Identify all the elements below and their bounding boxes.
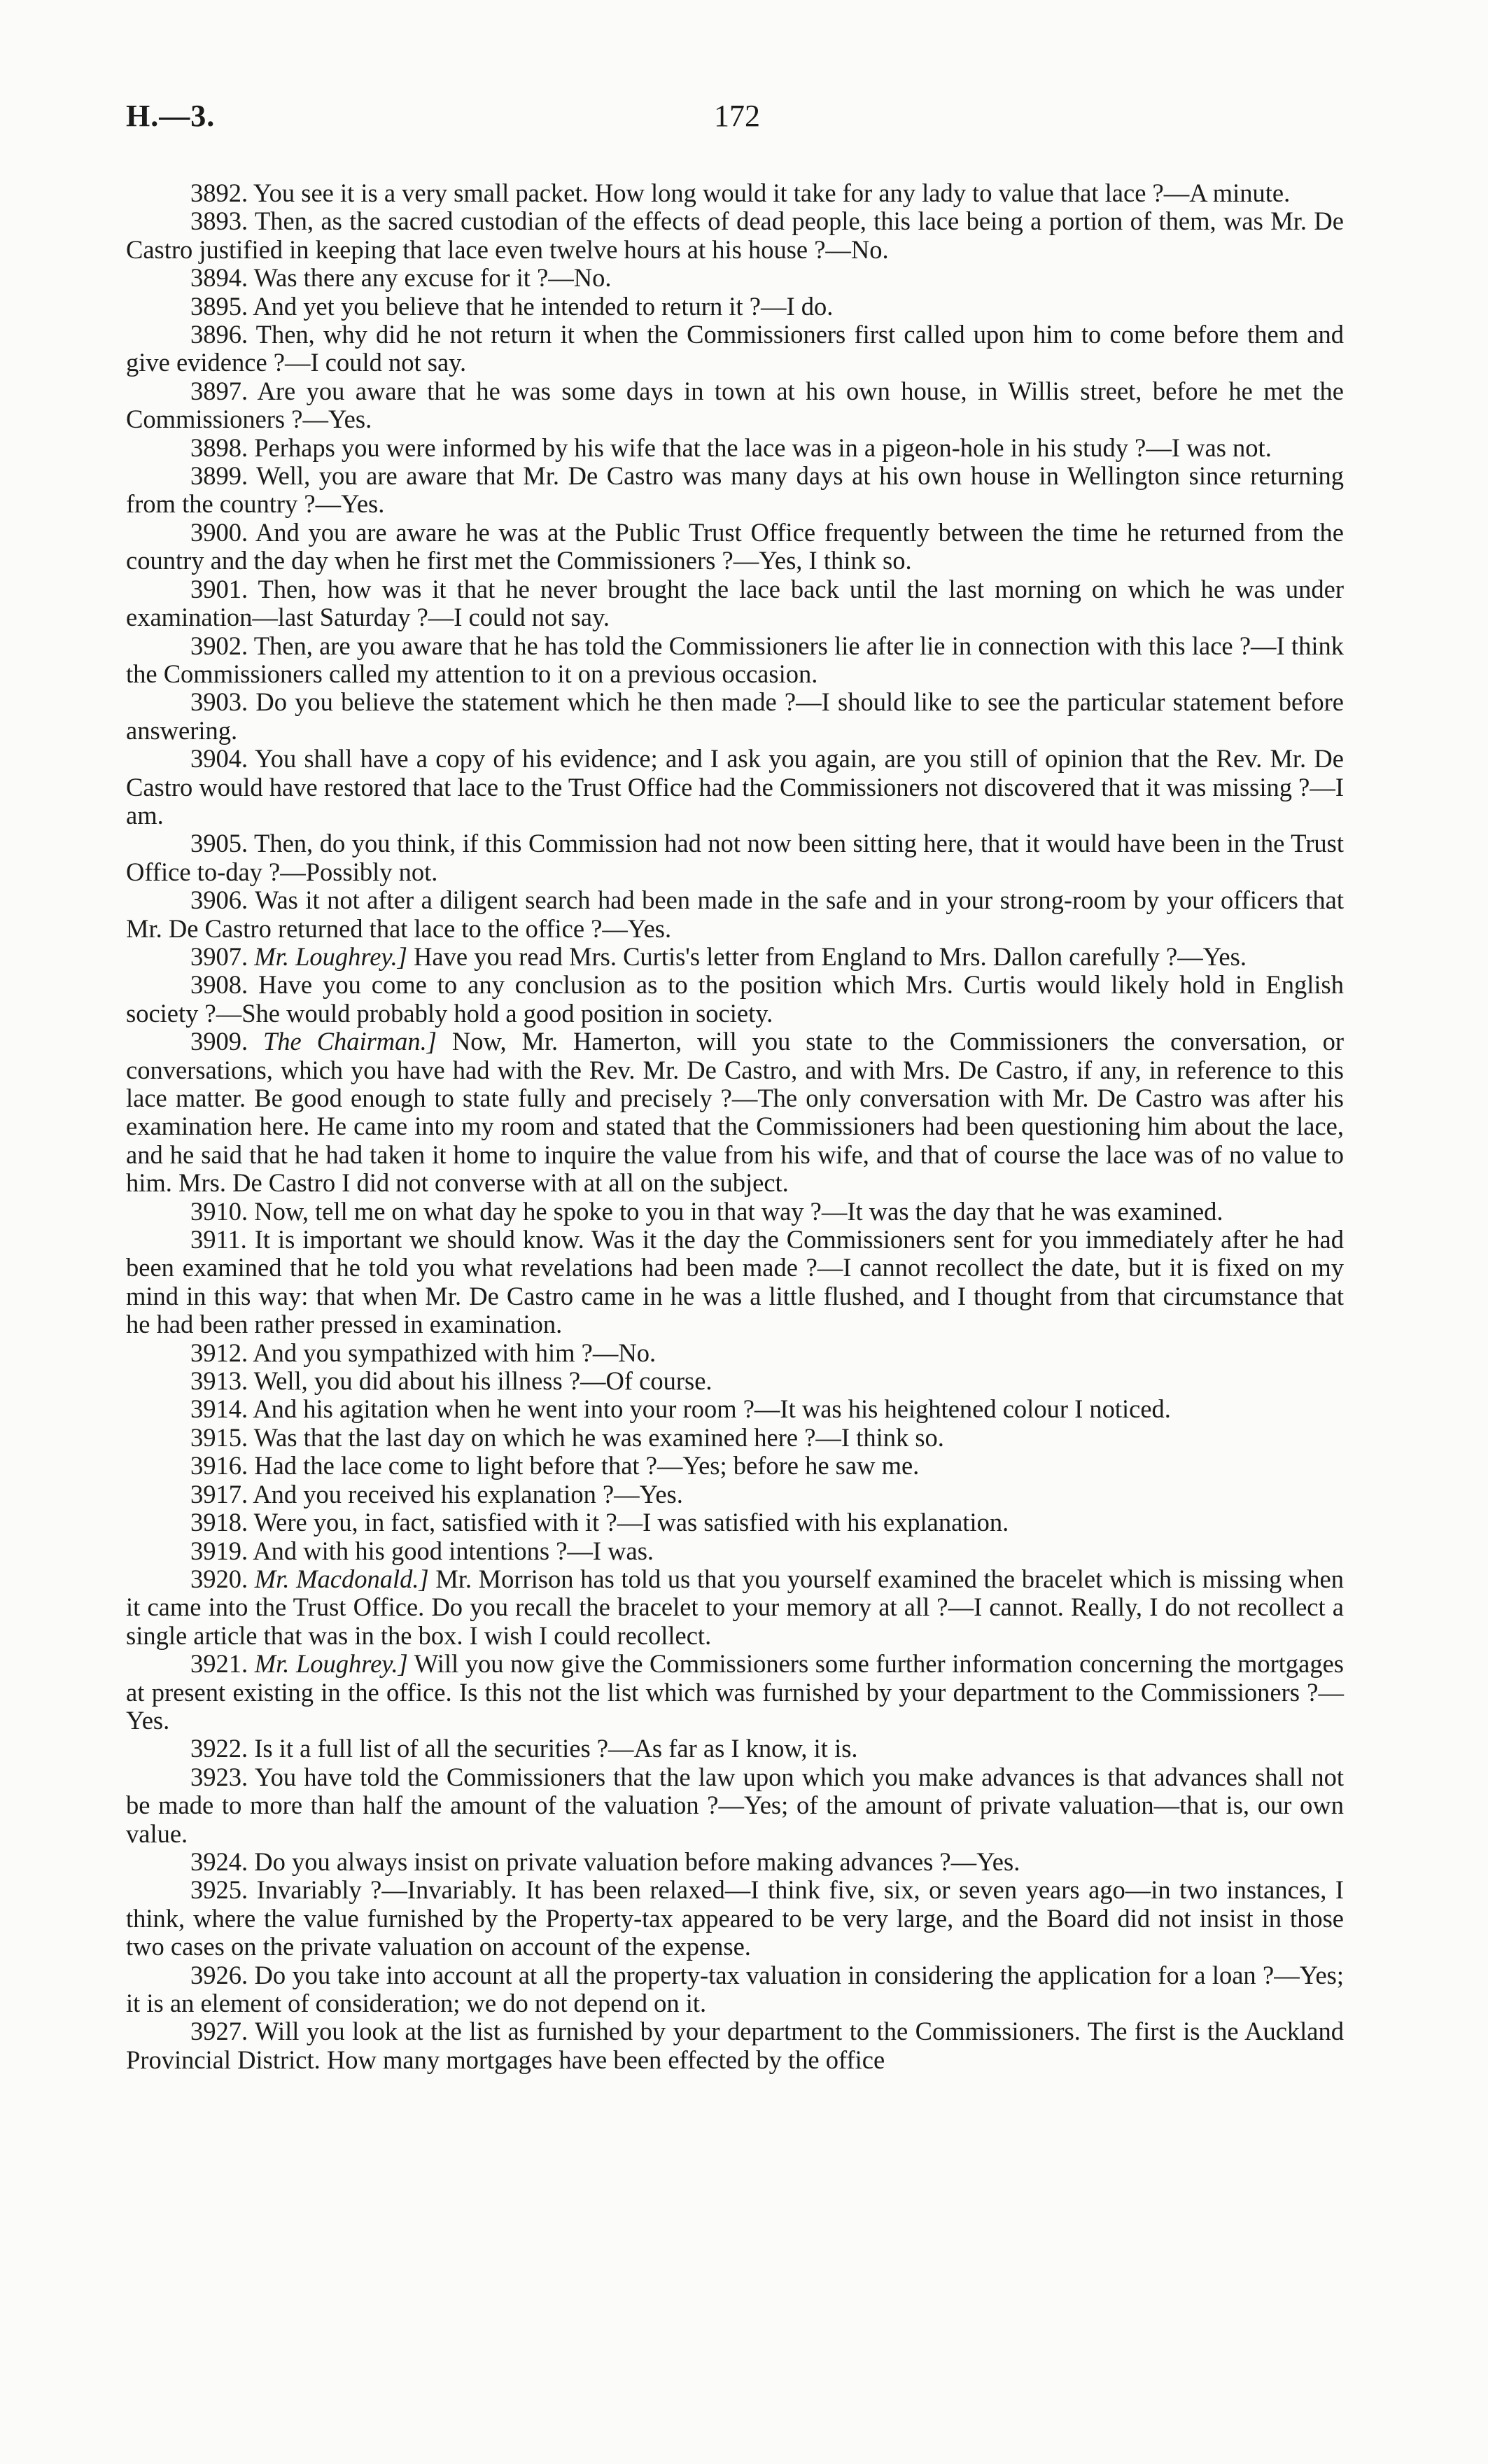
question-number: 3894. [190, 263, 248, 293]
question-text: Have you come to any conclusion as to the position which Mrs. Curtis would likely hold in English society ?—She would probably hold a good position in society. [126, 970, 1345, 1028]
question-paragraph [126, 745, 1344, 830]
question-paragraph [126, 886, 1344, 943]
question-text: Then, do you think, if this Commission had not now been sitting here, that it would have been in the Trust Office to-day ?—Possibly not. [126, 829, 1345, 886]
question-paragraph [126, 377, 1344, 434]
question-text: Was there any excuse for it ?—No. [253, 263, 612, 293]
question-number: 3901. [190, 574, 248, 603]
question-text: Do you take into account at all the property-tax valuation in considering the application for a loan ?—Yes; it is an element of consideration; we do not depend on it. [126, 1960, 1345, 2017]
question-paragraph [126, 179, 1344, 207]
question-number: 3904. [190, 744, 248, 774]
question-text: Now, tell me on what day he spoke to you in that way ?—It was the day that he was examined. [254, 1196, 1223, 1226]
question-text: Were you, in fact, satisfied with it ?—I was satisfied with his explanation. [253, 1508, 1009, 1537]
question-text: You have told the Commissioners that the law upon which you make advances is that advances shall not be made to more than half the amount of the valuation ?—Yes; of the amount of private valuation—that is, our own value. [126, 1762, 1344, 1848]
question-number: 3905. [190, 829, 248, 858]
question-number: 3926. [190, 1960, 248, 1989]
question-text: Then, why did he not return it when the Commissioners first called upon him to come before them and give evidence ?—I could not say. [126, 320, 1344, 377]
question-paragraph [126, 1961, 1344, 2018]
speaker-name: The Chairman.] [263, 1027, 437, 1056]
question-number: 3909. [190, 1027, 248, 1056]
question-number: 3903. [190, 687, 248, 717]
question-text: Are you aware that he was some days in town at his own house, in Willis street, before he met the Commissioners ?—Yes. [126, 376, 1344, 434]
question-number: 3923. [190, 1762, 248, 1791]
question-paragraph [126, 1508, 1344, 1536]
question-paragraph [126, 207, 1344, 264]
question-paragraph [126, 519, 1344, 575]
question-paragraph [126, 1395, 1344, 1423]
question-text: You see it is a very small packet. How long would it take for any lady to value that lace ?—A minute. [253, 178, 1291, 207]
question-paragraph [126, 1565, 1344, 1650]
question-number: 3918. [190, 1508, 248, 1537]
question-text: Now, Mr. Hamerton, will you state to the Commissioners the conversation, or conversations, which you have had with the Rev. Mr. De Castro, and with Mrs. De Castro, if any, in reference to this lace matter. Be good enough to state fully and precisely ?—The only conversation with Mr. De Castro was after his examination here. He came into my room and stated that the Commissioners had been questioning him about the lace, and he said that he had taken it home to inquire the value from his wife, and that of course the lace was of no value to him. Mrs. De Castro I did not converse with at all on the subject. [126, 1027, 1345, 1198]
question-paragraph [126, 830, 1344, 886]
question-paragraph [126, 943, 1344, 971]
question-number: 3899. [190, 461, 248, 491]
question-text: Will you now give the Commissioners some further information concerning the mortgages at present existing in the office. Is this not the list which was furnished by your department to the Commissioners ?—Yes. [126, 1649, 1345, 1735]
question-number: 3896. [190, 320, 248, 349]
page-number: 172 [714, 99, 760, 133]
question-number: 3913. [190, 1366, 248, 1396]
question-number: 3895. [190, 291, 248, 321]
question-number: 3925. [190, 1875, 248, 1905]
question-paragraph [126, 575, 1344, 632]
question-number: 3902. [190, 631, 248, 660]
question-text: Mr. Morrison has told us that you yourself examined the bracelet which is missing when it came into the Trust Office. Do you recall the bracelet to your memory at all ?—I cannot. Really, I do not recollect a single article that was in the box. I wish I could recollect. [126, 1564, 1344, 1650]
evidence-text [126, 179, 1344, 2074]
question-paragraph [126, 1424, 1344, 1452]
question-number: 3908. [190, 970, 248, 1000]
question-number: 3927. [190, 2017, 248, 2046]
question-text: Well, you did about his illness ?—Of course. [253, 1366, 713, 1396]
question-number: 3892. [190, 178, 248, 207]
question-text: And with his good intentions ?—I was. [253, 1536, 654, 1565]
question-paragraph [126, 971, 1344, 1028]
question-text: Then, are you aware that he has told the Commissioners lie after lie in connection with this lace ?—I think the Commissioners called my attention to it on a previous occasion. [126, 631, 1344, 688]
question-number: 3898. [190, 433, 248, 462]
question-number: 3914. [190, 1394, 248, 1424]
question-text: You shall have a copy of his evidence; and I ask you again, are you still of opinion that the Rev. Mr. De Castro would have restored that lace to the Trust Office had the Commissioners not discovered that it was missing ?—I am. [126, 744, 1344, 830]
question-paragraph [126, 293, 1344, 321]
question-paragraph [126, 1848, 1344, 1876]
question-paragraph [126, 1028, 1344, 1197]
question-number: 3924. [190, 1847, 248, 1876]
question-text: It is important we should know. Was it the day the Commissioners sent for you immediately after he had been examined that he told you what revelations had been made ?—I cannot recollect the date, but it is fixed on my mind in this way: that when Mr. De Castro came in he was a little flushed, and I thought from that circumstance that he had been rather pressed in examination. [126, 1225, 1344, 1339]
question-paragraph [126, 1876, 1344, 1961]
question-text: Do you always insist on private valuation before making advances ?—Yes. [254, 1847, 1020, 1876]
question-paragraph [126, 1650, 1344, 1735]
question-paragraph [126, 1452, 1344, 1480]
question-number: 3897. [190, 376, 248, 405]
question-text: Had the lace come to light before that ?—Yes; before he saw me. [254, 1451, 920, 1480]
question-text: And you received his explanation ?—Yes. [253, 1479, 683, 1508]
question-number: 3916. [190, 1451, 248, 1480]
question-text: Perhaps you were informed by his wife that the lace was in a pigeon-hole in his study ?—I was not. [254, 433, 1272, 462]
question-text: Was it not after a diligent search had been made in the safe and in your strong-room by your officers that Mr. De Castro returned that lace to the office ?—Yes. [126, 886, 1344, 943]
question-number: 3920. [190, 1564, 248, 1593]
question-number: 3912. [190, 1338, 248, 1367]
question-text: Then, how was it that he never brought the lace back until the last morning on which he was under examination—last Saturday ?—I could not say. [126, 574, 1345, 632]
question-number: 3921. [190, 1649, 248, 1679]
question-text: Will you look at the list as furnished by your department to the Commissioners. The first is the Auckland Provincial District. How many mortgages have been effected by the office [126, 2017, 1344, 2074]
question-text: Is it a full list of all the securities ?—As far as I know, it is. [254, 1734, 858, 1763]
page-header [126, 98, 1344, 147]
question-number: 3910. [190, 1196, 248, 1226]
question-paragraph [126, 1226, 1344, 1339]
question-paragraph [126, 321, 1344, 377]
question-number: 3907. [190, 941, 248, 971]
question-paragraph [126, 1480, 1344, 1508]
question-text: Was that the last day on which he was examined here ?—I think so. [253, 1422, 944, 1452]
question-number: 3919. [190, 1536, 248, 1565]
question-number: 3922. [190, 1734, 248, 1763]
question-paragraph [126, 1339, 1344, 1367]
speaker-name: Mr. Loughrey.] [254, 1649, 408, 1679]
speaker-name: Mr. Macdonald.] [254, 1564, 429, 1593]
question-number: 3906. [190, 886, 248, 915]
question-number: 3915. [190, 1422, 248, 1452]
question-text: And yet you believe that he intended to return it ?—I do. [253, 291, 834, 321]
question-paragraph [126, 1537, 1344, 1565]
question-number: 3911. [190, 1225, 247, 1254]
question-text: And his agitation when he went into your room ?—It was his heightened colour I noticed. [253, 1394, 1171, 1424]
question-text: Well, you are aware that Mr. De Castro was many days at his own house in Wellington since returning from the country ?—Yes. [126, 461, 1345, 519]
question-paragraph [126, 632, 1344, 689]
question-paragraph [126, 2017, 1344, 2074]
question-number: 3900. [190, 517, 248, 547]
question-paragraph [126, 1763, 1344, 1848]
question-paragraph [126, 1367, 1344, 1395]
question-text: Then, as the sacred custodian of the effects of dead people, this lace being a portion of them, was Mr. De Castro justified in keeping that lace even twelve hours at his house ?—No. [126, 206, 1344, 264]
question-paragraph [126, 1735, 1344, 1763]
question-number: 3917. [190, 1479, 248, 1508]
speaker-name: Mr. Loughrey.] [254, 941, 407, 971]
question-text: And you are aware he was at the Public Trust Office frequently between the time he returned from the country and the day when he first met the Commissioners ?—Yes, I think so. [126, 517, 1344, 575]
question-paragraph [126, 264, 1344, 292]
question-text: Invariably ?—Invariably. It has been relaxed—I think five, six, or seven years ago—in two instances, I think, where the value furnished by the Property-tax appeared to be very large, and the Board did not insist in those two cases on the private valuation on account of the expense. [126, 1875, 1344, 1961]
question-paragraph [126, 1198, 1344, 1226]
question-paragraph [126, 434, 1344, 462]
question-text: And you sympathized with him ?—No. [253, 1338, 657, 1367]
question-paragraph [126, 462, 1344, 519]
question-text: Have you read Mrs. Curtis's letter from England to Mrs. Dallon carefully ?—Yes. [414, 941, 1247, 971]
question-text: Do you believe the statement which he then made ?—I should like to see the particular statement before answering. [126, 687, 1345, 745]
question-paragraph [126, 688, 1344, 745]
document-reference: H.—3. [126, 99, 216, 133]
question-number: 3893. [190, 206, 248, 236]
